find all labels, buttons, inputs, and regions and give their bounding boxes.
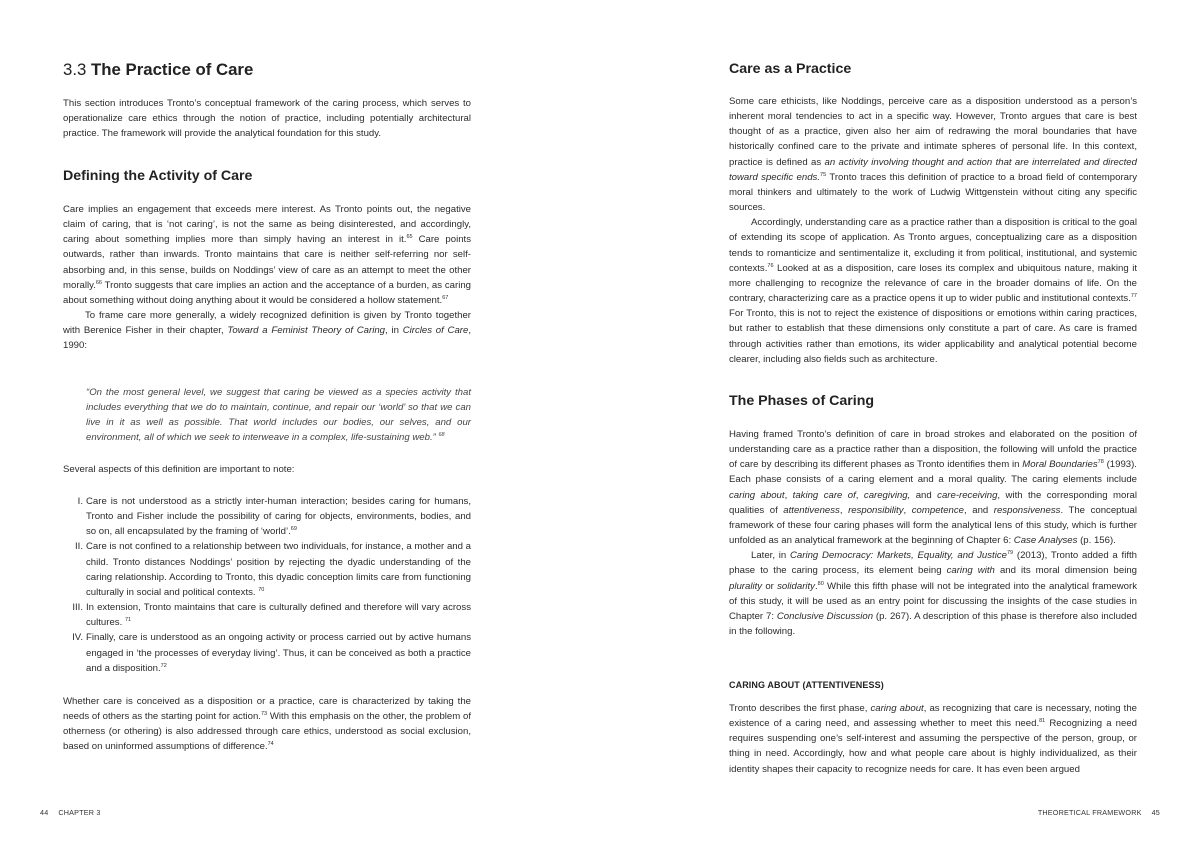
right-page bbox=[729, 0, 1137, 849]
page-number-right: 45 bbox=[1151, 808, 1160, 817]
block-quote: “On the most general level, we suggest that caring be viewed as a species activity that includes everything that we do to maintain, continue, and repair our ‘world’ so that we can live in it as well as possible. That world includes our bodies, our selves, and our environment, all of which we seek to interweave in a complex, life-sustaining web.” $^{68}$ bbox=[86, 387, 471, 444]
left-page bbox=[63, 0, 471, 849]
paragraph: Having framed Tronto’s definition of care in broad strokes and elaborated on the position of understanding care as a practice rather than a disposition, the following will unfold the practice of care by describing its different phases as Tronto identifies them in Moral Boundaries$^{78}$ (1993). Each phase consists of a caring element and a moral quality. The caring elements include caring about, taking care of, caregiving, and care-receiving, with the corresponding moral qualities of attentiveness, responsibility, competence, and responsiveness. The conceptual framework of these four caring phases will form the analytical lens of this study, which is further unfolded as an analytical framework at the beginning of Chapter 6: Case Analyses (p. 156). bbox=[729, 429, 1137, 547]
intro-paragraph: This section introduces Tronto’s conceptual framework of the caring process, which serves to operationalize care ethics through the notion of practice, including potentially architectural practice. The framework will provide the analytical foundation for this study. bbox=[63, 98, 471, 140]
heading-defining-activity: Defining the Activity of Care bbox=[63, 168, 253, 184]
defining-body bbox=[63, 202, 471, 354]
chapter-label: CHAPTER 3 bbox=[58, 808, 101, 817]
aspects-list bbox=[63, 494, 471, 676]
paragraph: Later, in Caring Democracy: Markets, Equality, and Justice$^{79}$ (2013), Tronto added a fifth phase to the caring process, its element being caring with and its moral dimension being plurality or solidarity.$^{80}$ While this fifth phase will not be integrated into the analytical framework of this study, it will be used as an entry point for discussing the insights of the case studies in Chapter 7: Conclusive Discussion (p. 267). A description of this phase is therefore also included in the following. bbox=[729, 550, 1138, 638]
practice-body bbox=[729, 94, 1137, 367]
aspects-intro: Several aspects of this definition are important to note: bbox=[63, 464, 295, 475]
paragraph: Some care ethicists, like Noddings, perceive care as a disposition understood as a person’s inherent moral tendencies to act in a specific way. However, Tronto argues that care is best thought of as a practice, given also her aim of redrawing the moral boundaries that have historically confined care to the private and intimate spheres of personal life. In this context, practice is defined as an activity involving thought and action that are interrelated and directed toward specific ends.$^{75}$ Tronto traces this definition of practice to a broad field of contemporary moral thinkers and ultimately to the work of Ludwig Wittgenstein without citing any specific sources. bbox=[729, 96, 1137, 214]
paragraph: Accordingly, understanding care as a practice rather than a disposition is critical to the goal of extending its scope of application. As Tronto argues, conceptualizing care as a disposition tends to romanticize and sentimentalize it, excluding it from political, institutional, and systemic contexts.$^{76}$ Looked at as a disposition, care loses its complex and ubiquitous nature, making it more challenging to recognize the relevance of care in the broader domains of life. On the contrary, characterizing care as a practice opens it up to wider public and institutional contexts.$^{77}$ For Tronto, this is not to reject the existence of dispositions or emotions within caring practices, but rather to establish that these dimensions only constitute a part of care. As care is framed through activities rather than emotions, its wider applicability and analytical potential become clearer, including also fields such as architecture. bbox=[729, 217, 1137, 365]
subheading-caring-about: CARING ABOUT (ATTENTIVENESS) bbox=[729, 680, 884, 690]
paragraph: Whether care is conceived as a disposition or a practice, care is characterized by taking the needs of others as the starting point for action.$^{73}$ With this emphasis on the other, the problem of otherness (or othering) is also addressed through care ethics, understood as social exclusion, based on uninformed assumptions of difference.$^{74}$ bbox=[63, 696, 471, 753]
heading-phases-of-caring: The Phases of Caring bbox=[729, 393, 875, 409]
footer-left bbox=[40, 808, 111, 817]
paragraph: To frame care more generally, a widely recognized definition is given by Tronto together with Berenice Fisher in their chapter, Toward a Feminist Theory of Caring, in Circles of Care, 1990: bbox=[63, 310, 471, 352]
footer-right bbox=[1038, 808, 1160, 817]
list-item: III. In extension, Tronto maintains that care is culturally defined and therefore will vary across cultures. $^{71}$ bbox=[72, 602, 471, 629]
section-label: THEORETICAL FRAMEWORK bbox=[1037, 808, 1142, 817]
list-item: IV. Finally, care is understood as an ongoing activity or process carried out by active humans engaged in ‘the processes of everyday living’. Thus, it can be conceived as both a practice and a disposition.$^{72}$ bbox=[72, 632, 471, 674]
list-item: II. Care is not confined to a relationship between two individuals, for instance, a mother and a child. Tronto distances Noddings’ position by rejecting the dyadic understanding of the caring relationship. According to Tronto, this dyadic conception limits care from functioning culturally in social and political contexts. $^{70}$ bbox=[75, 541, 471, 598]
page-number-left: 44 bbox=[40, 808, 49, 817]
phases-body bbox=[729, 427, 1137, 639]
paragraph: Tronto describes the first phase, caring about, as recognizing that care is necessary, noting the existence of a caring need, and assessing whether to meet this need.$^{81}$ Recognizing a need requires suspending one’s self-interest and assuming the perspective of the person, group, or thing in need. Accordingly, how and what people care about is highly individualized, as their identity shapes their capacity to recognize needs for care. It has even been argued bbox=[729, 703, 1138, 775]
paragraph: Care implies an engagement that exceeds mere interest. As Tronto points out, the negative claim of caring, that is ‘not caring’, is not the same as being disinterested, and accordingly, caring about something implies more than simply having an interest in it.$^{65}$ Care points outwards, rather than inwards. Tronto maintains that care is neither self-referring nor self-absorbing and, in this sense, builds on Noddings’ view of care as an attempt to meet the other morally.$^{66}$ Tronto suggests that care implies an action and the acceptance of a burden, as caring about something without doing anything about it would be considered a hollow statement.$^{67}$ bbox=[63, 204, 471, 306]
section-title: 3.3 The Practice of Care bbox=[63, 60, 254, 79]
list-item: I. Care is not understood as a strictly inter-human interaction; besides caring for humans, Tronto and Fisher include the possibility of caring for objects, environments, bodies, and so on, all encapsulated by the framing of ‘world’.$^{69}$ bbox=[77, 496, 471, 538]
heading-care-as-practice: Care as a Practice bbox=[729, 61, 852, 77]
